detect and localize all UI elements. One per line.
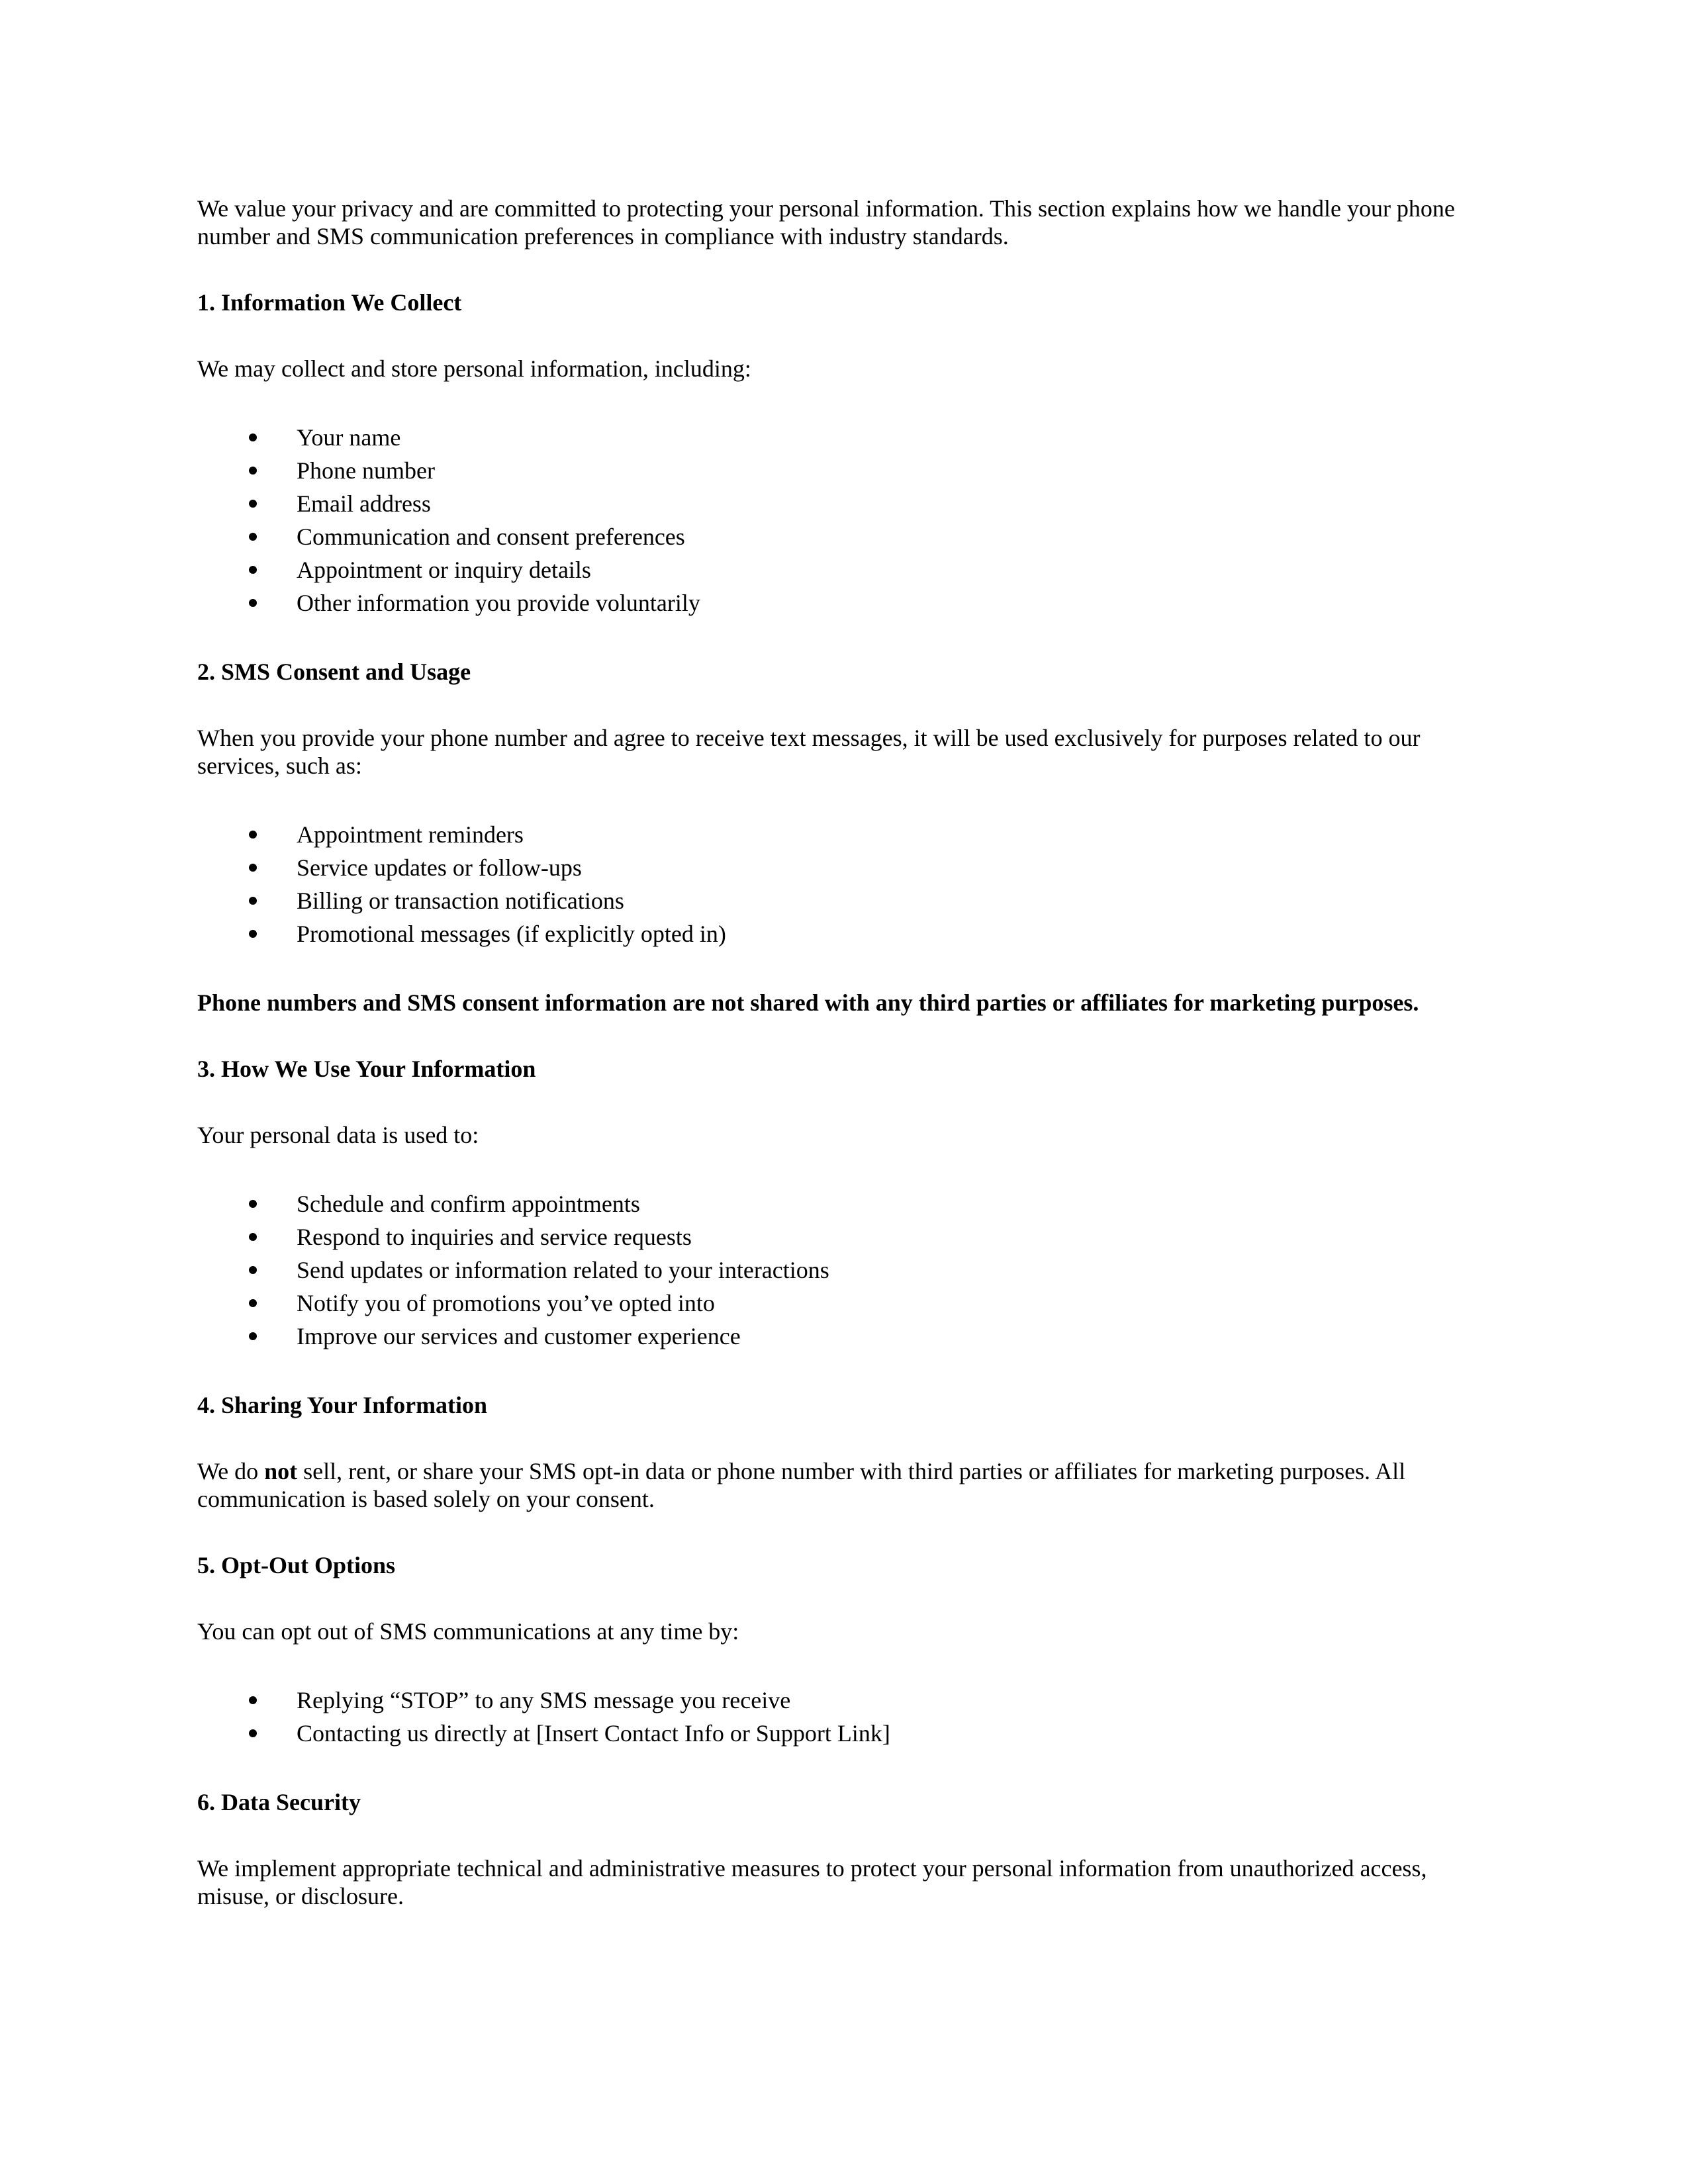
list-item: Communication and consent preferences bbox=[197, 520, 1495, 553]
bullet-icon bbox=[249, 566, 257, 574]
section-1-lead: We may collect and store personal information, including: bbox=[197, 355, 751, 382]
section-2-heading: 2. SMS Consent and Usage bbox=[197, 659, 471, 685]
list-item: Notify you of promotions you’ve opted into bbox=[197, 1287, 1495, 1320]
section-3-list bbox=[197, 1187, 1495, 1353]
list-item: Promotional messages (if explicitly opted in) bbox=[197, 917, 1495, 950]
bullet-icon bbox=[249, 897, 257, 905]
section-4-paragraph: We do not sell, rent, or share your SMS opt-in data or phone number with third parties or affiliates for marketing purposes. All communication is based solely on your consent. bbox=[197, 1458, 1406, 1512]
document-page bbox=[197, 195, 1495, 1948]
section-1-list bbox=[197, 421, 1495, 619]
list-item: Other information you provide voluntarily bbox=[197, 586, 1495, 619]
bullet-icon bbox=[249, 1266, 257, 1274]
list-item: Replying “STOP” to any SMS message you receive bbox=[197, 1684, 1495, 1717]
bullet-icon bbox=[249, 831, 257, 839]
bullet-icon bbox=[249, 1200, 257, 1208]
section-3-heading: 3. How We Use Your Information bbox=[197, 1056, 536, 1082]
section-6-heading: 6. Data Security bbox=[197, 1789, 361, 1815]
section-4-heading: 4. Sharing Your Information bbox=[197, 1392, 488, 1418]
emphasis-not: not bbox=[264, 1458, 298, 1484]
list-item: Schedule and confirm appointments bbox=[197, 1187, 1495, 1220]
section-2-notice: Phone numbers and SMS consent information are not shared with any third parties or affiliates for marketing purposes. bbox=[197, 989, 1419, 1016]
section-5-lead: You can opt out of SMS communications at any time by: bbox=[197, 1618, 739, 1645]
list-item: Improve our services and customer experience bbox=[197, 1320, 1495, 1353]
list-item: Appointment reminders bbox=[197, 818, 1495, 851]
bullet-icon bbox=[249, 433, 257, 441]
list-item: Service updates or follow-ups bbox=[197, 851, 1495, 884]
bullet-icon bbox=[249, 1299, 257, 1307]
section-2-list bbox=[197, 818, 1495, 950]
section-6-paragraph: We implement appropriate technical and administrative measures to protect your personal information from unauthorized access, misuse, or disclosure. bbox=[197, 1855, 1427, 1909]
section-5-heading: 5. Opt-Out Options bbox=[197, 1552, 396, 1578]
bullet-icon bbox=[249, 1729, 257, 1737]
list-item: Billing or transaction notifications bbox=[197, 884, 1495, 917]
bullet-icon bbox=[249, 1696, 257, 1704]
bullet-icon bbox=[249, 1332, 257, 1340]
section-1-heading: 1. Information We Collect bbox=[197, 289, 462, 316]
section-2-lead: When you provide your phone number and agree to receive text messages, it will be used exclusively for purposes related to our services, such as: bbox=[197, 725, 1421, 779]
list-item: Your name bbox=[197, 421, 1495, 454]
list-item: Respond to inquiries and service requests bbox=[197, 1220, 1495, 1253]
section-5-list bbox=[197, 1684, 1495, 1750]
bullet-icon bbox=[249, 533, 257, 541]
list-item: Appointment or inquiry details bbox=[197, 553, 1495, 586]
list-item: Send updates or information related to your interactions bbox=[197, 1253, 1495, 1287]
bullet-icon bbox=[249, 467, 257, 475]
bullet-icon bbox=[249, 500, 257, 508]
bullet-icon bbox=[249, 599, 257, 607]
bullet-icon bbox=[249, 864, 257, 872]
bullet-icon bbox=[249, 930, 257, 938]
bullet-icon bbox=[249, 1233, 257, 1241]
list-item: Email address bbox=[197, 487, 1495, 520]
list-item: Contacting us directly at [Insert Contact Info or Support Link] bbox=[197, 1717, 1495, 1750]
intro-paragraph: We value your privacy and are committed to protecting your personal information. This section explains how we handle your phone number and SMS communication preferences in compliance with industry standards. bbox=[197, 195, 1455, 250]
section-3-lead: Your personal data is used to: bbox=[197, 1122, 479, 1148]
list-item: Phone number bbox=[197, 454, 1495, 487]
